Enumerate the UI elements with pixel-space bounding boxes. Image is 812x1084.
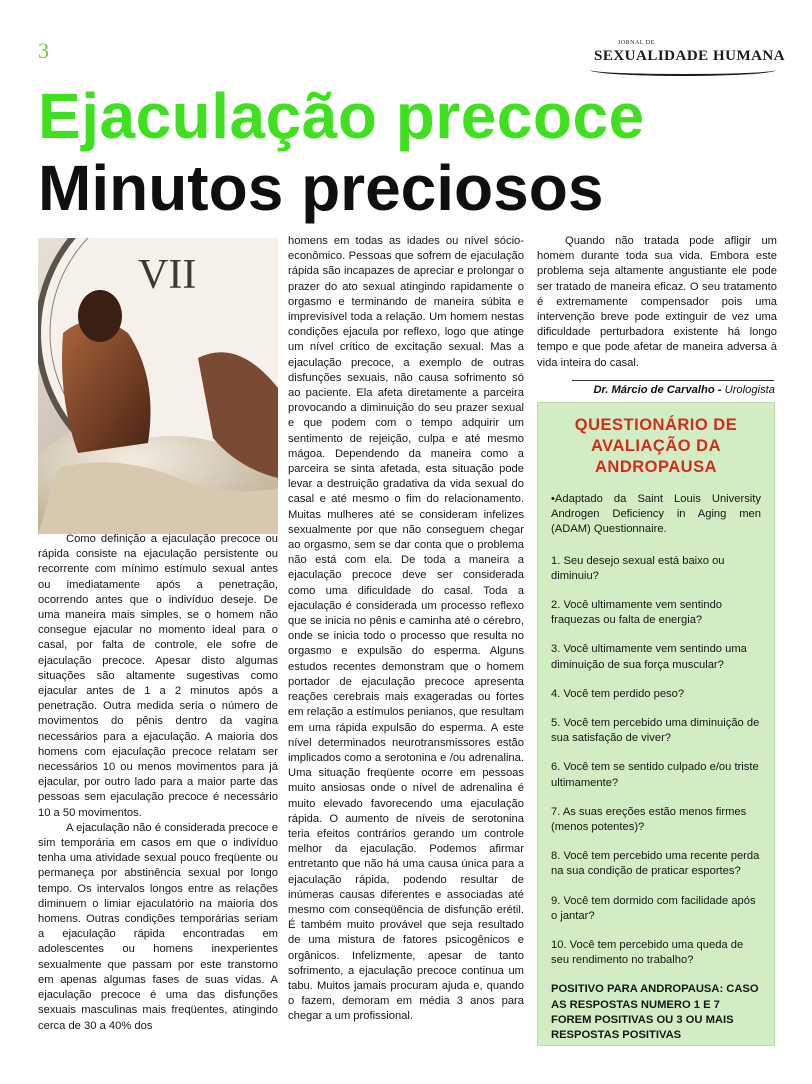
questionnaire-result-note: POSITIVO PARA ANDROPAUSA: CASO AS RESPOSTAS NUMERO 1 E 7 FOREM POSITIVAS OU 3 OU MAIS RESPOSTAS POSITIVAS [551, 983, 759, 1042]
masthead-logo [586, 40, 786, 76]
questionnaire-item: 6. Você tem se sentido culpado e/ou triste ultimamente? [551, 761, 759, 789]
article-paragraph: homens em todas as idades ou nível sócio-econômico. Pessoas que sofrem de ejaculação rápida são incapazes de apreciar e prolongar o prazer do ato sexual atingindo rapidamente o orgasmo e terminando de maneira súbita e imprevisível toda a relação. Um homem nestas condições ejacula por reflexo, logo que atinge um nível crítico de excitação sexual. Mas a ejaculação precoce, a exemplo de outras disfunções sexuais, não causa sofrimento só ao paciente. Ela afeta diretamente a parceira provocando a diminuição do seu prazer sexual e que podem com o tempo adquirir um sentimento de rejeição, culpa e até mesmo mágoa. Dependendo da maneira como a parceira se sinta afetada, esta situação pode levar a destruição gradativa da vida sexual do casal e até mesmo o fim do relacionamento. Muitas mulheres até se consideram infelizes sexualmente por que não conseguem chegar ao orgasmo, sem se dar conta que o problema não está com ela. De toda a maneira a ejaculação precoce deve ser considerada como uma dificuldade do casal. Toda a ejaculação é considerada um processo reflexo que se inicia no pênis e caminha até o cérebro, onde se inicia todo o processo que resulta no orgasmo e expulsão do esperma. Alguns estudos recentes demonstram que o homem portador de ejaculação precoce apresenta reações cerebrais mais exageradas ou fortes em relação a estímulos penianos, que resultam em uma rápida expulsão do esperma. A este nível determinados neurotransmissores estão implicados como a serotonina e /ou adrenalina. Uma situação freqüente ocorre em pessoas muito ansiosas onde o nível de adrenalina é muito elevado favorecendo uma ejaculação rápida. O aumento de níveis de serotonina teria efeitos contrários gerando um controle melhor da ejaculação. Podemos afirmar entretanto que não há uma causa única para a ejaculação rápida, podendo resultar de inúmeras causas diferentes e associadas até mesmo com conseqüência de disfunção erétil. É também muito provável que seja resultado de uma mistura de fatores psicogênicos e orgânicos. Infelizmente, apesar de tanto sofrimento, a ejaculação precoce continua um tabu. Muitos jamais procuram ajuda e, quando o fazem, demoram em média 3 anos para chegar a um profissional. [288, 235, 524, 1023]
questionnaire-item: 10. Você tem percebido uma queda de seu rendimento no trabalho? [551, 939, 744, 967]
questionnaire-item: 2. Você ultimamente vem sentindo fraquezas ou falta de energia? [551, 599, 723, 627]
article-column-1 [38, 532, 278, 1034]
questionnaire-box [537, 402, 775, 1046]
masthead-name: SEXUALIDADE HUMANA [594, 48, 786, 64]
article-paragraph: Como definição a ejaculação precoce ou rápida consiste na ejaculação persistente ou recorrente com mínimo estímulo sexual antes ou imediatamente após a penetração, ocorrendo antes que o indivíduo deseje. De uma maneira mais simples, se o homem não consegue ejacular no momento ideal para o casal, por falta de controle, ele sofre de ejaculação precoce. Apesar disto algumas situações são altamente sugestivas como ejacular antes de 1 a 2 minutos após a penetração. Outra medida seria o número de movimentos do pênis dentro da vagina necessários para a ejaculação. A maioria dos homens com ejaculação precoce relatam ser necessários 10 ou menos movimentos para já ejacular, por outro lado para a maior parte das pessoas sem ejaculação precoce é necessário 10 a 50 movimentos. [38, 533, 278, 819]
author-name: Dr. Márcio de Carvalho - [593, 384, 722, 396]
masthead-swoosh [590, 64, 776, 76]
questionnaire-item: 3. Você ultimamente vem sentindo uma diminuição de sua força muscular? [551, 643, 747, 671]
questionnaire-item: 5. Você tem percebido uma diminuição de sua satisfação de viver? [551, 717, 760, 745]
questionnaire-item: 8. Você tem percebido uma recente perda na sua condição de praticar esportes? [551, 850, 760, 878]
questionnaire-intro: •Adaptado da Saint Louis University Androgen Deficiency in Aging men (ADAM) Questionnaire. [551, 493, 761, 536]
questionnaire-item: 4. Você tem perdido peso? [551, 687, 685, 700]
clock-embrace-photo-icon [38, 238, 278, 534]
article-paragraph: Quando não tratada pode afligir um homem durante toda sua vida. Embora este problema seja altamente angustiante ele pode ser tratado de maneira eficaz. O seu tratamento é extremamente compensador pois uma intervenção breve pode extinguir de vez uma dificuldade perturbadora existente há longo tempo e que pode afetar de maneira adversa à vida inteira do casal. [537, 235, 777, 369]
masthead-small-label: JORNAL DE [618, 40, 655, 46]
article-paragraph: A ejaculação não é considerada precoce e sim temporária em casos em que o indivíduo tenha uma atividade sexual pouco freqüente ou permaneça por abstinência sexual por longo tempo. Os intervalos longos entre as relações diminuem o limiar ejaculatório na maioria dos homens. Outras condições temporárias seriam a ejaculação rápida encontradas em adolescentes ou homens inexperientes sexualmente que passam por este transtorno em apenas algumas fases de suas vidas. A ejaculação precoce é uma das disfunções sexuais masculinas mais freqüentes, atingindo cerca de 30 a 40% dos [38, 821, 278, 1032]
questionnaire-item: 1. Seu desejo sexual está baixo ou diminuiu? [551, 554, 725, 582]
article-byline [537, 384, 775, 396]
author-divider [572, 380, 774, 381]
questionnaire-title: QUESTIONÁRIO DE AVALIAÇÃO DA ANDROPAUSA [574, 416, 738, 476]
article-photo [38, 238, 278, 534]
author-role: Urologista [724, 384, 775, 396]
questionnaire-item: 9. Você tem dormido com facilidade após o jantar? [551, 894, 756, 922]
headline-primary: Ejaculação precoce [38, 80, 645, 152]
questionnaire-item: 7. As suas ereções estão menos firmes (menos potentes)? [551, 805, 747, 834]
svg-text:VII: VII [138, 252, 197, 298]
article-column-2 [288, 234, 524, 1025]
headline-secondary: Minutos preciosos [38, 152, 604, 224]
page-number: 3 [38, 38, 49, 63]
article-column-3 [537, 234, 777, 371]
